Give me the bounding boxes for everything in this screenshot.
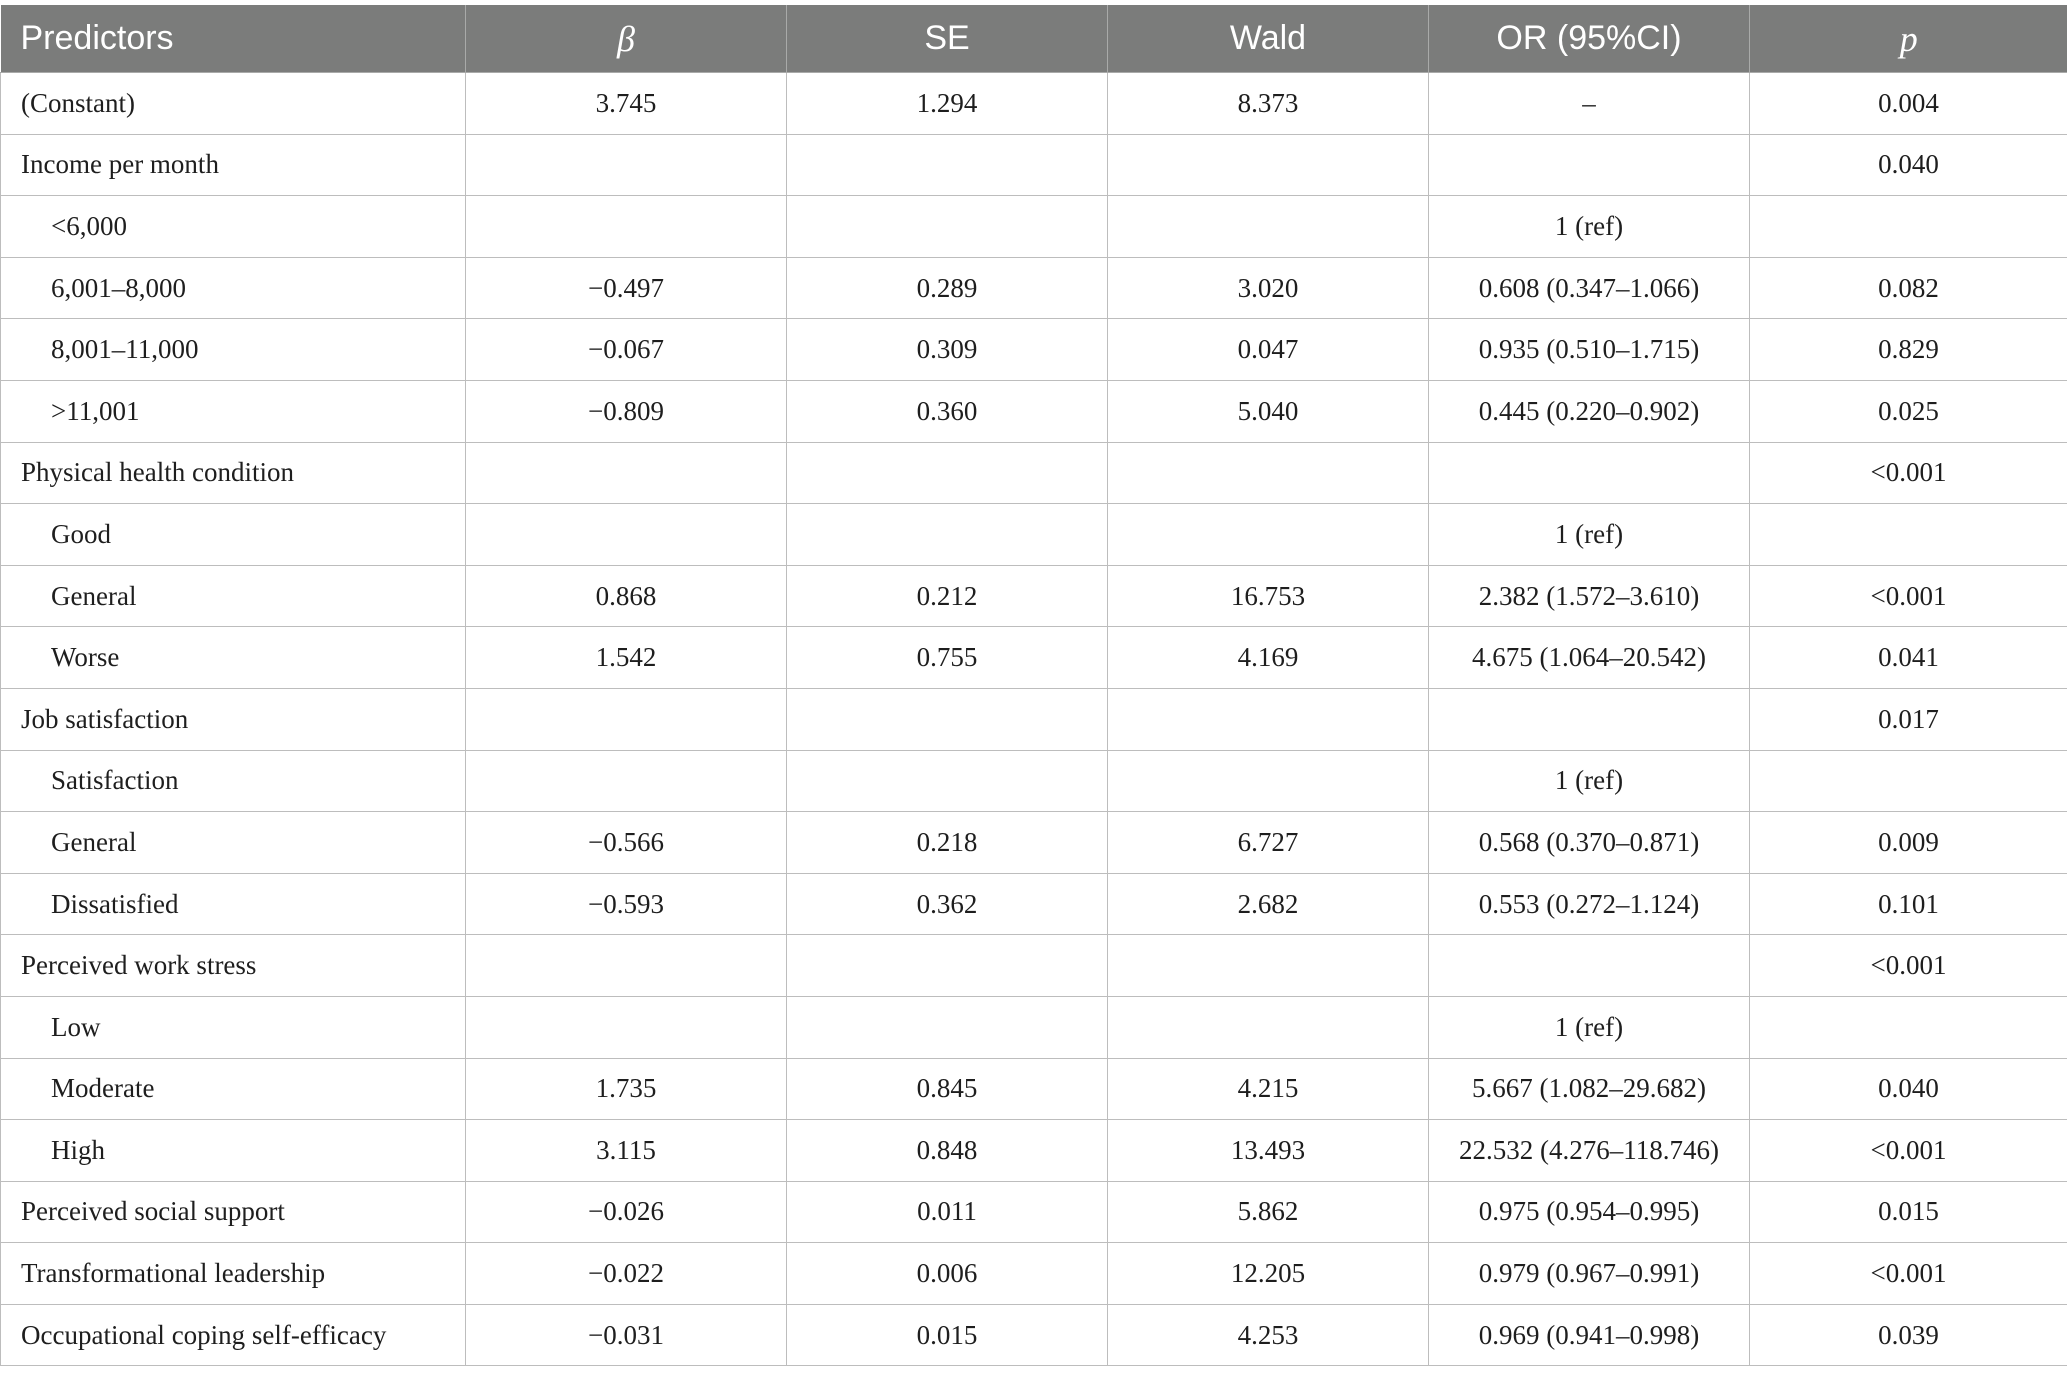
- predictor-cell: <6,000: [1, 196, 466, 258]
- p-value-cell: <0.001: [1750, 442, 2067, 504]
- predictor-cell: Occupational coping self-efficacy: [1, 1304, 466, 1366]
- header-beta: β: [466, 5, 787, 73]
- beta-cell: −0.031: [466, 1304, 787, 1366]
- or-ci-cell: 1 (ref): [1429, 750, 1750, 812]
- or-ci-cell: 0.445 (0.220–0.902): [1429, 380, 1750, 442]
- table-row: [1, 688, 2067, 750]
- table-row: [1, 996, 2067, 1058]
- beta-cell: 3.745: [466, 73, 787, 135]
- beta-cell: [466, 442, 787, 504]
- predictor-cell: Dissatisfied: [1, 873, 466, 935]
- table-row: [1, 1304, 2067, 1366]
- p-value-cell: 0.017: [1750, 688, 2067, 750]
- table-row: [1, 812, 2067, 874]
- wald-cell: 3.020: [1108, 257, 1429, 319]
- table-row: [1, 196, 2067, 258]
- wald-cell: [1108, 935, 1429, 997]
- predictor-cell: Moderate: [1, 1058, 466, 1120]
- predictor-cell: (Constant): [1, 73, 466, 135]
- or-ci-cell: [1429, 134, 1750, 196]
- beta-cell: 0.868: [466, 565, 787, 627]
- table-row: [1, 1243, 2067, 1305]
- header-se: SE: [787, 5, 1108, 73]
- beta-cell: −0.022: [466, 1243, 787, 1305]
- se-cell: 0.015: [787, 1304, 1108, 1366]
- predictor-cell: Satisfaction: [1, 750, 466, 812]
- table-row: [1, 1120, 2067, 1182]
- wald-cell: [1108, 442, 1429, 504]
- wald-cell: 0.047: [1108, 319, 1429, 381]
- table-header-row: [1, 5, 2067, 73]
- or-ci-cell: [1429, 442, 1750, 504]
- table-row: [1, 750, 2067, 812]
- or-ci-cell: 0.553 (0.272–1.124): [1429, 873, 1750, 935]
- table-row: [1, 873, 2067, 935]
- se-cell: [787, 134, 1108, 196]
- beta-cell: [466, 196, 787, 258]
- se-cell: 0.362: [787, 873, 1108, 935]
- se-cell: [787, 688, 1108, 750]
- p-value-cell: 0.040: [1750, 134, 2067, 196]
- beta-cell: [466, 134, 787, 196]
- wald-cell: [1108, 134, 1429, 196]
- p-value-cell: [1750, 504, 2067, 566]
- p-value-cell: 0.829: [1750, 319, 2067, 381]
- header-or-ci: OR (95%CI): [1429, 5, 1750, 73]
- se-cell: 0.289: [787, 257, 1108, 319]
- p-value-cell: [1750, 196, 2067, 258]
- table-row: [1, 935, 2067, 997]
- p-value-cell: 0.082: [1750, 257, 2067, 319]
- p-value-cell: [1750, 750, 2067, 812]
- beta-cell: −0.497: [466, 257, 787, 319]
- se-cell: 0.309: [787, 319, 1108, 381]
- or-ci-cell: 0.935 (0.510–1.715): [1429, 319, 1750, 381]
- wald-cell: 8.373: [1108, 73, 1429, 135]
- regression-table: [0, 5, 2067, 1366]
- beta-cell: [466, 688, 787, 750]
- predictor-cell: Perceived social support: [1, 1181, 466, 1243]
- wald-cell: 13.493: [1108, 1120, 1429, 1182]
- regression-table-container: [0, 5, 2067, 1366]
- p-value-cell: [1750, 996, 2067, 1058]
- p-value-cell: 0.101: [1750, 873, 2067, 935]
- table-row: [1, 257, 2067, 319]
- beta-cell: 3.115: [466, 1120, 787, 1182]
- table-row: [1, 442, 2067, 504]
- table-row: [1, 134, 2067, 196]
- table-row: [1, 1181, 2067, 1243]
- se-cell: [787, 935, 1108, 997]
- se-cell: 0.212: [787, 565, 1108, 627]
- wald-cell: 2.682: [1108, 873, 1429, 935]
- or-ci-cell: 22.532 (4.276–118.746): [1429, 1120, 1750, 1182]
- or-ci-cell: 1 (ref): [1429, 196, 1750, 258]
- wald-cell: 4.253: [1108, 1304, 1429, 1366]
- se-cell: 0.006: [787, 1243, 1108, 1305]
- beta-cell: −0.026: [466, 1181, 787, 1243]
- table-row: [1, 1058, 2067, 1120]
- p-value-cell: <0.001: [1750, 935, 2067, 997]
- p-value-cell: <0.001: [1750, 1243, 2067, 1305]
- predictor-cell: Low: [1, 996, 466, 1058]
- or-ci-cell: 0.979 (0.967–0.991): [1429, 1243, 1750, 1305]
- predictor-cell: Transformational leadership: [1, 1243, 466, 1305]
- beta-cell: [466, 504, 787, 566]
- se-cell: 1.294: [787, 73, 1108, 135]
- header-wald: Wald: [1108, 5, 1429, 73]
- se-cell: 0.848: [787, 1120, 1108, 1182]
- or-ci-cell: –: [1429, 73, 1750, 135]
- wald-cell: [1108, 750, 1429, 812]
- or-ci-cell: 1 (ref): [1429, 996, 1750, 1058]
- predictor-cell: General: [1, 812, 466, 874]
- p-value-cell: 0.009: [1750, 812, 2067, 874]
- or-ci-cell: [1429, 688, 1750, 750]
- beta-cell: [466, 935, 787, 997]
- beta-cell: −0.566: [466, 812, 787, 874]
- se-cell: 0.360: [787, 380, 1108, 442]
- beta-cell: −0.593: [466, 873, 787, 935]
- or-ci-cell: 0.969 (0.941–0.998): [1429, 1304, 1750, 1366]
- or-ci-cell: 0.608 (0.347–1.066): [1429, 257, 1750, 319]
- or-ci-cell: 5.667 (1.082–29.682): [1429, 1058, 1750, 1120]
- or-ci-cell: 2.382 (1.572–3.610): [1429, 565, 1750, 627]
- p-value-cell: 0.004: [1750, 73, 2067, 135]
- wald-cell: 5.862: [1108, 1181, 1429, 1243]
- table-row: [1, 504, 2067, 566]
- wald-cell: 16.753: [1108, 565, 1429, 627]
- predictor-cell: 8,001–11,000: [1, 319, 466, 381]
- predictor-cell: General: [1, 565, 466, 627]
- se-cell: 0.845: [787, 1058, 1108, 1120]
- predictor-cell: 6,001–8,000: [1, 257, 466, 319]
- wald-cell: [1108, 504, 1429, 566]
- or-ci-cell: 0.975 (0.954–0.995): [1429, 1181, 1750, 1243]
- se-cell: [787, 750, 1108, 812]
- header-p: p: [1750, 5, 2067, 73]
- beta-cell: [466, 750, 787, 812]
- wald-cell: 5.040: [1108, 380, 1429, 442]
- p-value-cell: 0.025: [1750, 380, 2067, 442]
- or-ci-cell: [1429, 935, 1750, 997]
- wald-cell: [1108, 688, 1429, 750]
- p-value-cell: 0.041: [1750, 627, 2067, 689]
- p-value-cell: <0.001: [1750, 1120, 2067, 1182]
- beta-cell: −0.809: [466, 380, 787, 442]
- wald-cell: 4.215: [1108, 1058, 1429, 1120]
- table-body: [1, 73, 2067, 1366]
- se-cell: [787, 504, 1108, 566]
- beta-cell: −0.067: [466, 319, 787, 381]
- p-value-cell: <0.001: [1750, 565, 2067, 627]
- or-ci-cell: 0.568 (0.370–0.871): [1429, 812, 1750, 874]
- predictor-cell: Income per month: [1, 134, 466, 196]
- se-cell: 0.218: [787, 812, 1108, 874]
- table-row: [1, 565, 2067, 627]
- beta-cell: 1.735: [466, 1058, 787, 1120]
- table-row: [1, 319, 2067, 381]
- predictor-cell: >11,001: [1, 380, 466, 442]
- predictor-cell: High: [1, 1120, 466, 1182]
- wald-cell: 4.169: [1108, 627, 1429, 689]
- wald-cell: [1108, 996, 1429, 1058]
- predictor-cell: Job satisfaction: [1, 688, 466, 750]
- predictor-cell: Perceived work stress: [1, 935, 466, 997]
- wald-cell: [1108, 196, 1429, 258]
- predictor-cell: Worse: [1, 627, 466, 689]
- table-row: [1, 73, 2067, 135]
- p-value-cell: 0.040: [1750, 1058, 2067, 1120]
- wald-cell: 12.205: [1108, 1243, 1429, 1305]
- or-ci-cell: 4.675 (1.064–20.542): [1429, 627, 1750, 689]
- se-cell: 0.755: [787, 627, 1108, 689]
- se-cell: [787, 996, 1108, 1058]
- se-cell: 0.011: [787, 1181, 1108, 1243]
- beta-cell: 1.542: [466, 627, 787, 689]
- p-value-cell: 0.015: [1750, 1181, 2067, 1243]
- table-row: [1, 380, 2067, 442]
- beta-cell: [466, 996, 787, 1058]
- se-cell: [787, 196, 1108, 258]
- se-cell: [787, 442, 1108, 504]
- or-ci-cell: 1 (ref): [1429, 504, 1750, 566]
- wald-cell: 6.727: [1108, 812, 1429, 874]
- table-row: [1, 627, 2067, 689]
- header-predictors: Predictors: [1, 5, 466, 73]
- p-value-cell: 0.039: [1750, 1304, 2067, 1366]
- predictor-cell: Physical health condition: [1, 442, 466, 504]
- predictor-cell: Good: [1, 504, 466, 566]
